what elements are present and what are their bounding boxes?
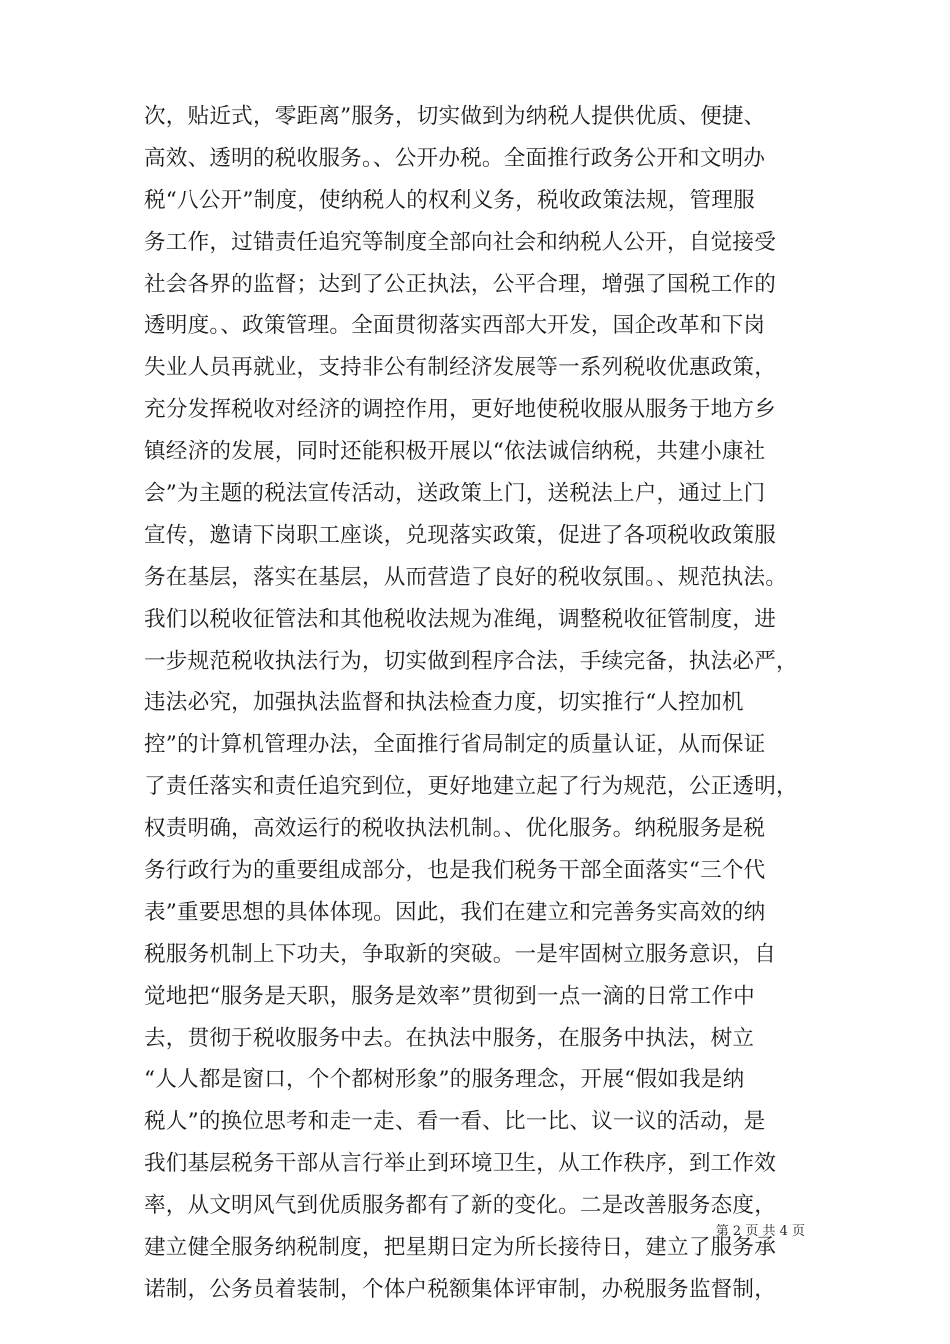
text-line: 高效、透明的税收服务。、公开办税。全面推行政务公开和文明办 xyxy=(144,145,766,171)
text-line: 一步规范税收执法行为，切实做到程序合法，手续完备，执法必严， xyxy=(144,648,798,674)
text-line: 务在基层，落实在基层，从而营造了良好的税收氛围。、规范执法。 xyxy=(144,564,788,590)
text-line: 权责明确，高效运行的税收执法机制。、优化服务。纳税服务是税 xyxy=(144,816,766,842)
text-line: 税人”的换位思考和走一走、看一看、比一比、议一议的活动，是 xyxy=(144,1109,766,1135)
text-line: 宣传，邀请下岗职工座谈，兑现落实政策，促进了各项税收政策服 xyxy=(144,522,777,548)
text-line: 充分发挥税收对经济的调控作用，更好地使税收服从服务于地方乡 xyxy=(144,397,777,423)
page-number: 第 2 页 共 4 页 xyxy=(715,1224,805,1239)
text-line: 违法必究，加强执法监督和执法检查力度，切实推行“人控加机 xyxy=(144,690,744,716)
text-line: 税“八公开”制度，使纳税人的权利义务，税收政策法规，管理服 xyxy=(144,187,755,213)
text-line: 诺制，公务员着装制，个体户税额集体评审制，办税服务监督制， xyxy=(144,1276,777,1302)
text-line: 我们基层税务干部从言行举止到环境卫生，从工作秩序，到工作效 xyxy=(144,1151,777,1177)
text-line: 社会各界的监督；达到了公正执法，公平合理，增强了国税工作的 xyxy=(144,271,777,297)
text-line: 觉地把“服务是天职，服务是效率”贯彻到一点一滴的日常工作中 xyxy=(144,983,755,1009)
text-line: 率，从文明风气到优质服务都有了新的变化。二是改善服务态度， xyxy=(144,1193,777,1219)
text-line: 务行政行为的重要组成部分，也是我们税务干部全面落实“三个代 xyxy=(144,858,766,884)
text-line: 会”为主题的税法宣传活动，送政策上门，送税法上户，通过上门 xyxy=(144,481,766,507)
text-line: 去，贯彻于税收服务中去。在执法中服务，在服务中执法，树立 xyxy=(144,1025,755,1051)
text-line: 务工作，过错责任追究等制度全部向社会和纳税人公开，自觉接受 xyxy=(144,229,777,255)
text-line: 我们以税收征管法和其他税收法规为准绳，调整税收征管制度，进 xyxy=(144,606,777,632)
text-line: 镇经济的发展，同时还能积极开展以“依法诚信纳税，共建小康社 xyxy=(144,439,766,465)
text-line: 税服务机制上下功夫，争取新的突破。一是牢固树立服务意识，自 xyxy=(144,941,777,967)
text-line: 次，贴近式，零距离”服务，切实做到为纳税人提供优质、便捷、 xyxy=(144,104,766,129)
text-line: 透明度。、政策管理。全面贯彻落实西部大开发，国企改革和下岗 xyxy=(144,313,766,339)
text-line: 失业人员再就业，支持非公有制经济发展等一系列税收优惠政策， xyxy=(144,355,777,381)
text-line: “人人都是窗口，个个都树形象”的服务理念，开展“假如我是纳 xyxy=(144,1067,745,1093)
body-text xyxy=(144,96,816,1311)
text-line: 了责任落实和责任追究到位，更好地建立起了行为规范，公正透明， xyxy=(144,774,798,800)
text-line: 控”的计算机管理办法，全面推行省局制定的质量认证，从而保证 xyxy=(144,732,766,758)
text-line: 建立健全服务纳税制度，把星期日定为所长接待日，建立了服务承 xyxy=(144,1235,777,1261)
text-line: 表”重要思想的具体体现。因此，我们在建立和完善务实高效的纳 xyxy=(144,899,766,925)
